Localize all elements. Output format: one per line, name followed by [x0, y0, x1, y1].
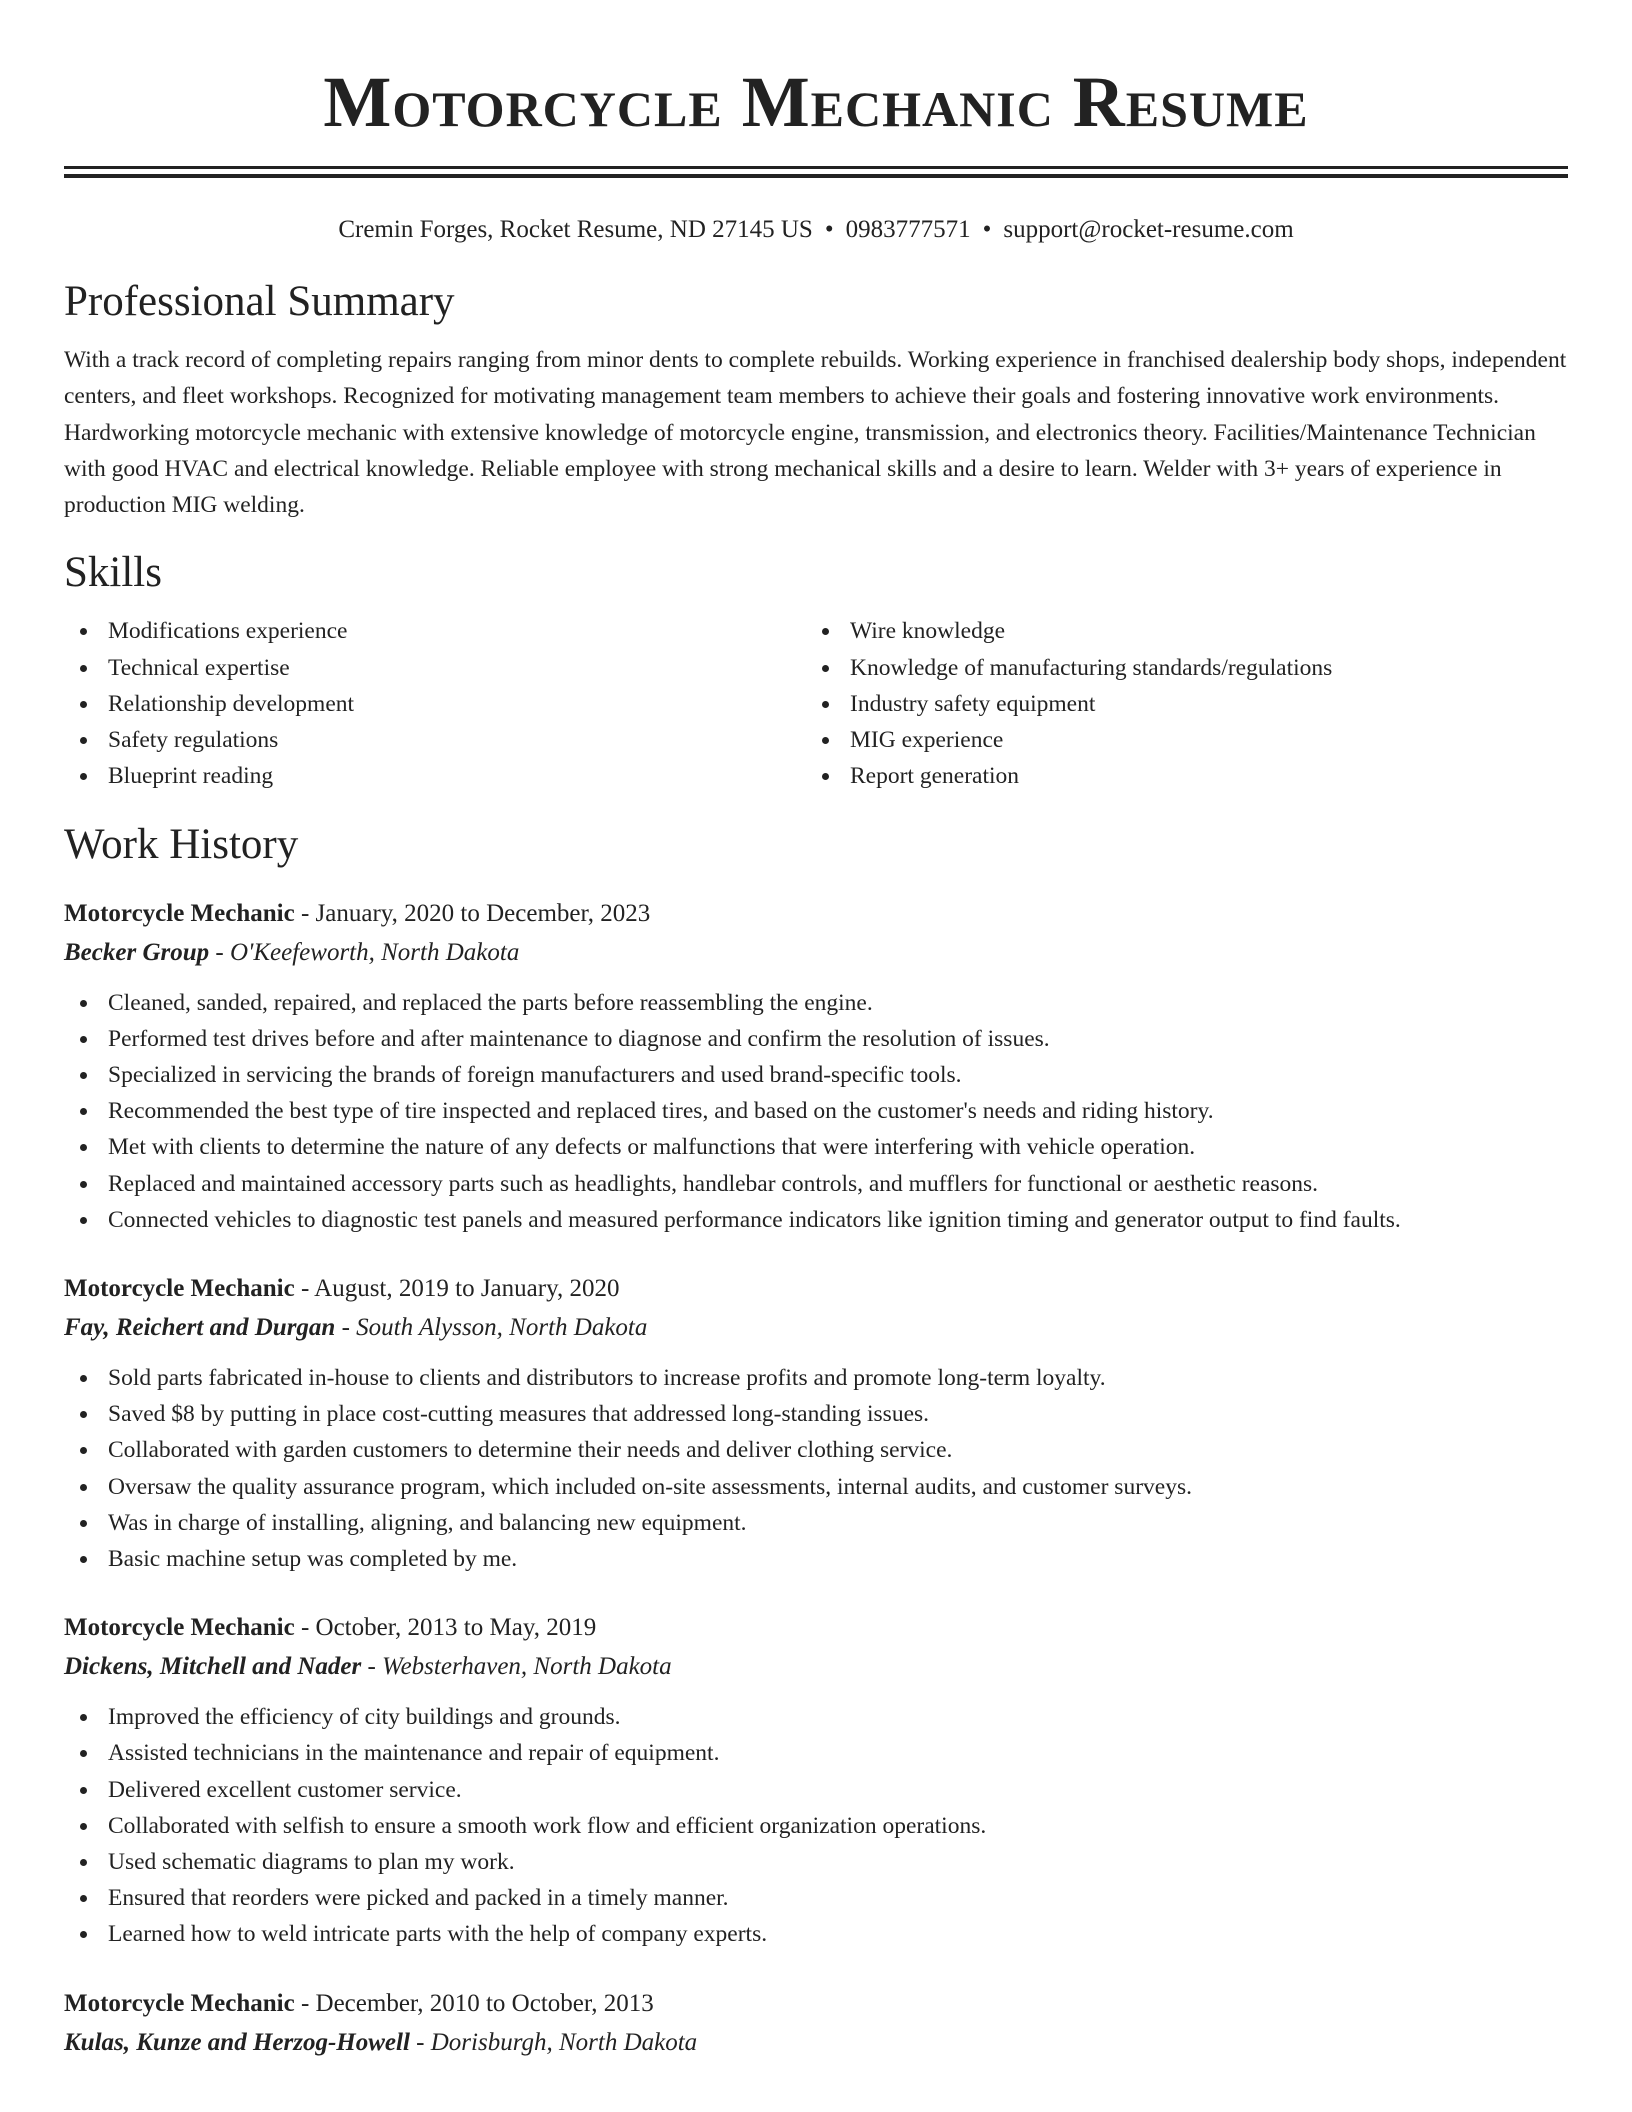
work-history-heading: Work History — [64, 820, 299, 868]
contact-separator: • — [982, 216, 992, 243]
duty-item: Improved the efficiency of city buildings and grounds. — [64, 1699, 1568, 1735]
job-duties — [64, 1360, 1568, 1577]
job-employer — [64, 2023, 1568, 2063]
skill-item: Industry safety equipment — [806, 686, 1548, 722]
job-dates: - August, 2019 to January, 2020 — [294, 1274, 620, 1302]
skills-heading: Skills — [64, 549, 162, 597]
job-header — [64, 1270, 1568, 1308]
job-company: Becker Group — [64, 938, 210, 966]
skills-column-right — [806, 613, 1548, 794]
work-history-section — [64, 819, 1568, 2063]
duty-item: Collaborated with selfish to ensure a smooth work flow and efficient organization operations. — [64, 1808, 1568, 1844]
summary-heading: Professional Summary — [64, 278, 455, 325]
job-duties — [64, 1699, 1568, 1952]
skill-item: MIG experience — [806, 722, 1548, 758]
job-title: Motorcycle Mechanic — [64, 1989, 295, 2017]
job-header — [64, 895, 1568, 933]
job-company: Fay, Reichert and Durgan — [64, 1313, 336, 1341]
duty-item: Saved $8 by putting in place cost-cutting measures that addressed long-standing issues. — [64, 1396, 1568, 1432]
duty-item: Basic machine setup was completed by me. — [64, 1541, 1568, 1577]
job-dates: - October, 2013 to May, 2019 — [294, 1614, 597, 1642]
duty-item: Sold parts fabricated in-house to clients and distributors to increase profits and promote long-term loyalty. — [64, 1360, 1568, 1396]
job-title: Motorcycle Mechanic — [64, 1614, 295, 1642]
job-company: Dickens, Mitchell and Nader — [64, 1653, 362, 1681]
job-header — [64, 1985, 1568, 2023]
title-divider-top — [64, 166, 1568, 169]
job-location: - Dorisburgh, North Dakota — [409, 2028, 698, 2056]
skills-grid — [64, 613, 1568, 794]
job-employer — [64, 933, 1568, 973]
duty-item: Met with clients to determine the nature of any defects or malfunctions that were interfering with vehicle operation. — [64, 1129, 1568, 1165]
job-entry — [64, 895, 1568, 1238]
job-title: Motorcycle Mechanic — [64, 1274, 295, 1302]
duty-item: Performed test drives before and after maintenance to diagnose and confirm the resolution of issues. — [64, 1021, 1568, 1057]
duty-item: Was in charge of installing, aligning, and balancing new equipment. — [64, 1505, 1568, 1541]
job-duties — [64, 985, 1568, 1238]
job-header — [64, 1609, 1568, 1647]
duty-item: Oversaw the quality assurance program, which included on-site assessments, internal audits, and customer surveys. — [64, 1469, 1568, 1505]
contact-separator: • — [824, 216, 834, 243]
duty-item: Cleaned, sanded, repaired, and replaced the parts before reassembling the engine. — [64, 985, 1568, 1021]
skill-item: Safety regulations — [64, 722, 806, 758]
duty-item: Connected vehicles to diagnostic test panels and measured performance indicators like ignition timing and generator output to find faults. — [64, 1202, 1568, 1238]
job-title: Motorcycle Mechanic — [64, 899, 295, 927]
job-location: - South Alysson, North Dakota — [335, 1313, 648, 1341]
contact-line — [64, 214, 1568, 246]
duty-item: Specialized in servicing the brands of foreign manufacturers and used brand-specific tools. — [64, 1057, 1568, 1093]
job-entry — [64, 1609, 1568, 1952]
duty-item: Collaborated with garden customers to determine their needs and deliver clothing service. — [64, 1432, 1568, 1468]
skill-item: Wire knowledge — [806, 613, 1548, 649]
skills-section — [64, 547, 1568, 794]
duty-item: Ensured that reorders were picked and packed in a timely manner. — [64, 1880, 1568, 1916]
duty-item: Delivered excellent customer service. — [64, 1772, 1568, 1808]
contact-phone: 0983777571 — [845, 216, 971, 243]
job-employer — [64, 1308, 1568, 1348]
duty-item: Recommended the best type of tire inspected and replaced tires, and based on the customer's needs and riding history. — [64, 1093, 1568, 1129]
skills-column-left — [64, 613, 806, 794]
job-entry — [64, 1270, 1568, 1577]
resume-title: Motorcycle Mechanic Resume — [323, 62, 1309, 142]
title-divider-bottom — [64, 174, 1568, 178]
job-employer — [64, 1647, 1568, 1687]
skill-item: Relationship development — [64, 686, 806, 722]
job-company: Kulas, Kunze and Herzog-Howell — [64, 2028, 410, 2056]
job-dates: - December, 2010 to October, 2013 — [294, 1989, 654, 2017]
contact-email: support@rocket-resume.com — [1003, 216, 1294, 243]
duty-item: Learned how to weld intricate parts with the help of company experts. — [64, 1916, 1568, 1952]
skill-item: Knowledge of manufacturing standards/regulations — [806, 650, 1548, 686]
duty-item: Used schematic diagrams to plan my work. — [64, 1844, 1568, 1880]
job-location: - O'Keefeworth, North Dakota — [209, 938, 520, 966]
duty-item: Assisted technicians in the maintenance and repair of equipment. — [64, 1735, 1568, 1771]
job-entry — [64, 1985, 1568, 2063]
job-location: - Websterhaven, North Dakota — [361, 1653, 672, 1681]
skill-item: Blueprint reading — [64, 758, 806, 794]
skill-item: Modifications experience — [64, 613, 806, 649]
contact-address: Cremin Forges, Rocket Resume, ND 27145 US — [338, 216, 813, 243]
skill-item: Report generation — [806, 758, 1548, 794]
summary-section — [64, 276, 1568, 523]
job-dates: - January, 2020 to December, 2023 — [294, 899, 651, 927]
duty-item: Replaced and maintained accessory parts such as headlights, handlebar controls, and mufflers for functional or aesthetic reasons. — [64, 1166, 1568, 1202]
summary-text: With a track record of completing repairs ranging from minor dents to complete rebuilds. Working experience in franchised dealership body shops, independent centers, and fleet workshops. Recognized for motivating management team members to achieve their goals and fostering innovative work environments. Hardworking motorcycle mechanic with extensive knowledge of motorcycle engine, transmission, and electronics theory. Facilities/Maintenance Technician with good HVAC and electrical knowledge. Reliable employee with strong mechanical skills and a desire to learn. Welder with 3+ years of experience in production MIG welding. — [64, 347, 1567, 519]
skill-item: Technical expertise — [64, 650, 806, 686]
